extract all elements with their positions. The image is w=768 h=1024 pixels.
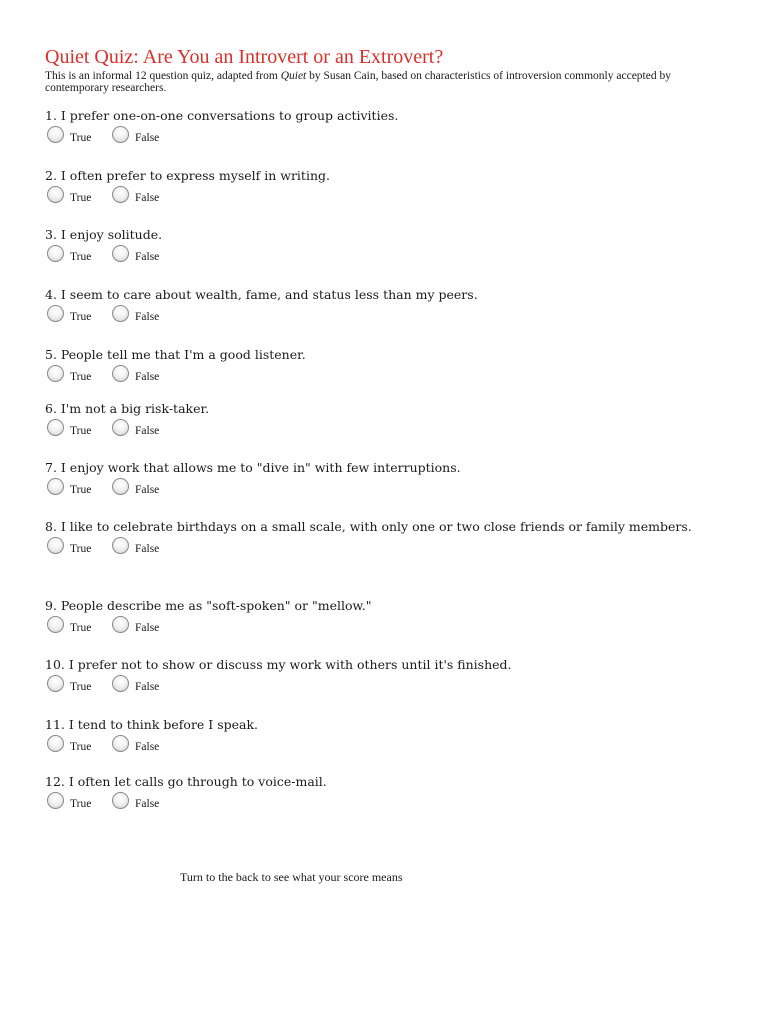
radio-button-icon[interactable] bbox=[47, 675, 64, 692]
question-text: 9. People describe me as "soft-spoken" or "mellow." bbox=[45, 598, 372, 613]
radio-button-icon[interactable] bbox=[47, 245, 64, 262]
book-title: Quiet bbox=[280, 70, 307, 82]
footer-note: Turn to the back to see what your score means bbox=[180, 870, 403, 884]
false-label: False bbox=[135, 311, 160, 323]
true-label: True bbox=[70, 192, 92, 204]
radio-button-icon[interactable] bbox=[112, 365, 129, 382]
question-5 bbox=[45, 345, 705, 387]
question-text: 3. I enjoy solitude. bbox=[45, 227, 163, 242]
radio-button-icon[interactable] bbox=[47, 126, 64, 143]
radio-button-icon[interactable] bbox=[47, 419, 64, 436]
true-label: True bbox=[70, 425, 92, 437]
answer-options bbox=[45, 419, 705, 441]
question-text: 10. I prefer not to show or discuss my work with others until it's finished. bbox=[45, 657, 512, 672]
answer-options bbox=[45, 792, 705, 814]
answer-options bbox=[45, 126, 705, 148]
answer-options bbox=[45, 537, 705, 559]
answer-options bbox=[45, 478, 705, 500]
intro-text-start: This is an informal 12 question quiz, adapted from bbox=[45, 70, 281, 82]
false-label: False bbox=[135, 425, 160, 437]
answer-options bbox=[45, 305, 705, 327]
question-8 bbox=[45, 517, 705, 559]
question-4 bbox=[45, 285, 705, 327]
question-text: 4. I seem to care about wealth, fame, and status less than my peers. bbox=[45, 287, 478, 302]
question-text: 2. I often prefer to express myself in writing. bbox=[45, 168, 330, 183]
question-9 bbox=[45, 596, 705, 638]
false-label: False bbox=[135, 622, 160, 634]
false-label: False bbox=[135, 192, 160, 204]
question-text: 7. I enjoy work that allows me to "dive in" with few interruptions. bbox=[45, 460, 461, 475]
quiz-intro bbox=[45, 70, 735, 94]
true-label: True bbox=[70, 622, 92, 634]
radio-button-icon[interactable] bbox=[47, 792, 64, 809]
radio-button-icon[interactable] bbox=[112, 537, 129, 554]
radio-button-icon[interactable] bbox=[112, 478, 129, 495]
radio-button-icon[interactable] bbox=[112, 616, 129, 633]
answer-options bbox=[45, 735, 705, 757]
question-text: 1. I prefer one-on-one conversations to group activities. bbox=[45, 108, 399, 123]
radio-button-icon[interactable] bbox=[47, 735, 64, 752]
question-text: 5. People tell me that I'm a good listener. bbox=[45, 347, 306, 362]
true-label: True bbox=[70, 543, 92, 555]
question-text: 11. I tend to think before I speak. bbox=[45, 717, 259, 732]
question-3 bbox=[45, 225, 705, 267]
radio-button-icon[interactable] bbox=[112, 126, 129, 143]
radio-button-icon[interactable] bbox=[112, 245, 129, 262]
radio-button-icon[interactable] bbox=[47, 305, 64, 322]
false-label: False bbox=[135, 251, 160, 263]
question-11 bbox=[45, 715, 705, 757]
false-label: False bbox=[135, 681, 160, 693]
radio-button-icon[interactable] bbox=[112, 792, 129, 809]
answer-options bbox=[45, 675, 705, 697]
question-text: 8. I like to celebrate birthdays on a small scale, with only one or two close friends or family members. bbox=[45, 519, 692, 534]
radio-button-icon[interactable] bbox=[112, 735, 129, 752]
radio-button-icon[interactable] bbox=[47, 186, 64, 203]
question-12 bbox=[45, 772, 705, 814]
radio-button-icon[interactable] bbox=[47, 478, 64, 495]
radio-button-icon[interactable] bbox=[112, 186, 129, 203]
true-label: True bbox=[70, 798, 92, 810]
false-label: False bbox=[135, 543, 160, 555]
true-label: True bbox=[70, 681, 92, 693]
question-2 bbox=[45, 166, 705, 208]
intro-text-end: by Susan Cain, based on characteristics of introversion commonly accepted by contemporary researchers. bbox=[45, 70, 671, 94]
question-10 bbox=[45, 655, 705, 697]
false-label: False bbox=[135, 371, 160, 383]
question-1 bbox=[45, 106, 705, 148]
answer-options bbox=[45, 365, 705, 387]
true-label: True bbox=[70, 741, 92, 753]
answer-options bbox=[45, 245, 705, 267]
question-text: 6. I'm not a big risk-taker. bbox=[45, 401, 210, 416]
quiz-title: Quiet Quiz: Are You an Introvert or an Extrovert? bbox=[45, 46, 444, 68]
radio-button-icon[interactable] bbox=[47, 365, 64, 382]
answer-options bbox=[45, 616, 705, 638]
answer-options bbox=[45, 186, 705, 208]
true-label: True bbox=[70, 371, 92, 383]
true-label: True bbox=[70, 484, 92, 496]
true-label: True bbox=[70, 251, 92, 263]
radio-button-icon[interactable] bbox=[112, 419, 129, 436]
question-7 bbox=[45, 458, 705, 500]
false-label: False bbox=[135, 132, 160, 144]
radio-button-icon[interactable] bbox=[47, 616, 64, 633]
false-label: False bbox=[135, 484, 160, 496]
true-label: True bbox=[70, 311, 92, 323]
question-text: 12. I often let calls go through to voice-mail. bbox=[45, 774, 327, 789]
radio-button-icon[interactable] bbox=[112, 305, 129, 322]
radio-button-icon[interactable] bbox=[47, 537, 64, 554]
question-6 bbox=[45, 399, 705, 441]
false-label: False bbox=[135, 741, 160, 753]
false-label: False bbox=[135, 798, 160, 810]
true-label: True bbox=[70, 132, 92, 144]
radio-button-icon[interactable] bbox=[112, 675, 129, 692]
